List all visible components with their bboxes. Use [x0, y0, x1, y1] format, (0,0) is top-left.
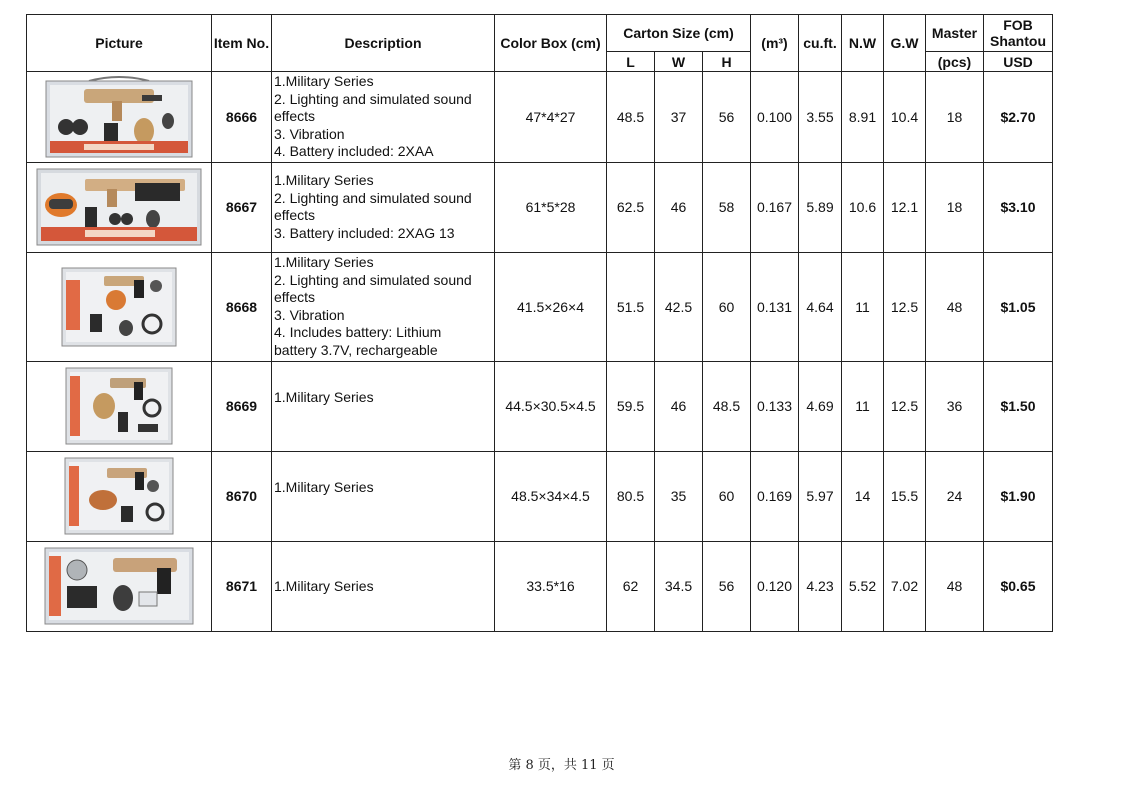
- header-master-unit: (pcs): [926, 52, 984, 72]
- toy-pistol-card-image: [60, 266, 178, 348]
- header-fob: [984, 15, 1053, 52]
- net-weight: 10.6: [842, 162, 884, 252]
- color-box-size: 41.5×26×4: [495, 252, 607, 361]
- description: [272, 451, 495, 541]
- carton-height: 56: [703, 541, 751, 631]
- header-carton-size: Carton Size (cm): [607, 15, 751, 52]
- description-line: 1.Military Series: [274, 253, 374, 270]
- carton-length: 62.5: [607, 162, 655, 252]
- color-box-size: 48.5×34×4.5: [495, 451, 607, 541]
- product-picture: [27, 451, 212, 541]
- description-line: 3. Vibration: [274, 306, 345, 323]
- fob-price: $2.70: [984, 72, 1053, 163]
- item-number: 8667: [212, 162, 272, 252]
- volume-m3: 0.133: [751, 361, 799, 451]
- fob-price: $0.65: [984, 541, 1053, 631]
- description-line: effects: [274, 289, 315, 306]
- product-picture: [27, 72, 212, 163]
- gross-weight: 7.02: [884, 541, 926, 631]
- carton-length: 62: [607, 541, 655, 631]
- header-net-weight: N.W: [842, 15, 884, 72]
- master-pcs: 48: [926, 252, 984, 361]
- toy-gun-set-box-image: [44, 75, 194, 159]
- carton-width: 42.5: [655, 252, 703, 361]
- header-fob-line1: FOB: [1003, 17, 1033, 33]
- color-box-size: 61*5*28: [495, 162, 607, 252]
- product-picture: [27, 541, 212, 631]
- item-number: 8671: [212, 541, 272, 631]
- volume-cuft: 5.97: [799, 451, 842, 541]
- master-pcs: 36: [926, 361, 984, 451]
- carton-height: 58: [703, 162, 751, 252]
- product-picture: [27, 361, 212, 451]
- volume-m3: 0.167: [751, 162, 799, 252]
- item-number: 8670: [212, 451, 272, 541]
- description-line: 2. Lighting and simulated sound: [274, 271, 472, 288]
- toy-rifle-set-box-image: [35, 167, 203, 247]
- header-width: W: [655, 52, 703, 72]
- carton-width: 35: [655, 451, 703, 541]
- header-master: Master: [926, 15, 984, 52]
- description: [272, 541, 495, 631]
- net-weight: 11: [842, 361, 884, 451]
- net-weight: 5.52: [842, 541, 884, 631]
- gross-weight: 12.1: [884, 162, 926, 252]
- table-row: [27, 451, 1053, 541]
- volume-cuft: 5.89: [799, 162, 842, 252]
- description-line: 1.Military Series: [274, 73, 374, 89]
- header-color-box: Color Box (cm): [495, 15, 607, 72]
- net-weight: 11: [842, 252, 884, 361]
- carton-width: 34.5: [655, 541, 703, 631]
- table-row: [27, 541, 1053, 631]
- gross-weight: 12.5: [884, 252, 926, 361]
- table-row: [27, 162, 1053, 252]
- fob-price: $1.05: [984, 252, 1053, 361]
- header-height: H: [703, 52, 751, 72]
- carton-width: 46: [655, 361, 703, 451]
- table-row: [27, 72, 1053, 163]
- item-number: 8668: [212, 252, 272, 361]
- volume-m3: 0.120: [751, 541, 799, 631]
- product-picture: [27, 252, 212, 361]
- toy-pistol-card-image: [64, 366, 174, 446]
- carton-height: 56: [703, 72, 751, 163]
- fob-price: $1.90: [984, 451, 1053, 541]
- description-line: battery 3.7V, rechargeable: [274, 341, 438, 358]
- description-line: 3. Vibration: [274, 125, 345, 142]
- description: [272, 252, 495, 361]
- description-line: 1.Military Series: [274, 389, 374, 406]
- description-line: 1.Military Series: [274, 172, 374, 189]
- carton-height: 48.5: [703, 361, 751, 451]
- description-line: effects: [274, 108, 315, 125]
- master-pcs: 18: [926, 162, 984, 252]
- color-box-size: 44.5×30.5×4.5: [495, 361, 607, 451]
- color-box-size: 33.5*16: [495, 541, 607, 631]
- description: [272, 72, 495, 163]
- header-cuft: cu.ft.: [799, 15, 842, 72]
- header-description: Description: [272, 15, 495, 72]
- carton-length: 51.5: [607, 252, 655, 361]
- fob-price: $1.50: [984, 361, 1053, 451]
- header-fob-unit: USD: [984, 52, 1053, 72]
- carton-width: 46: [655, 162, 703, 252]
- description-line: effects: [274, 207, 315, 224]
- header-length: L: [607, 52, 655, 72]
- header-volume-m3: (m³): [751, 15, 799, 72]
- carton-height: 60: [703, 451, 751, 541]
- gross-weight: 10.4: [884, 72, 926, 163]
- item-number: 8669: [212, 361, 272, 451]
- header-fob-line2: Shantou: [990, 33, 1046, 49]
- net-weight: 8.91: [842, 72, 884, 163]
- master-pcs: 48: [926, 541, 984, 631]
- description-line: 2. Lighting and simulated sound: [274, 90, 472, 107]
- item-number: 8666: [212, 72, 272, 163]
- volume-cuft: 4.69: [799, 361, 842, 451]
- gross-weight: 12.5: [884, 361, 926, 451]
- net-weight: 14: [842, 451, 884, 541]
- carton-length: 80.5: [607, 451, 655, 541]
- description-line: 1.Military Series: [274, 577, 374, 594]
- description-line: 1.Military Series: [274, 479, 374, 496]
- toy-pistol-card-image: [63, 456, 175, 536]
- description-line: 4. Includes battery: Lithium: [274, 324, 442, 341]
- volume-m3: 0.169: [751, 451, 799, 541]
- header-gross-weight: G.W: [884, 15, 926, 72]
- description-line: 2. Lighting and simulated sound: [274, 189, 472, 206]
- toy-pistol-set-image: [43, 546, 195, 626]
- page-footer: 第 8 页，共 11 页: [508, 758, 615, 773]
- product-table: [26, 14, 1053, 632]
- description-line: 3. Battery included: 2XAG 13: [274, 225, 455, 242]
- description: [272, 361, 495, 451]
- fob-price: $3.10: [984, 162, 1053, 252]
- volume-cuft: 3.55: [799, 72, 842, 163]
- carton-length: 59.5: [607, 361, 655, 451]
- description: [272, 162, 495, 252]
- carton-height: 60: [703, 252, 751, 361]
- carton-width: 37: [655, 72, 703, 163]
- description-line: 4. Battery included: 2XAA: [274, 143, 434, 160]
- volume-cuft: 4.64: [799, 252, 842, 361]
- table-row: [27, 252, 1053, 361]
- color-box-size: 47*4*27: [495, 72, 607, 163]
- master-pcs: 24: [926, 451, 984, 541]
- volume-cuft: 4.23: [799, 541, 842, 631]
- volume-m3: 0.100: [751, 72, 799, 163]
- product-picture: [27, 162, 212, 252]
- gross-weight: 15.5: [884, 451, 926, 541]
- carton-length: 48.5: [607, 72, 655, 163]
- header-item-no: Item No.: [212, 15, 272, 72]
- master-pcs: 18: [926, 72, 984, 163]
- table-row: [27, 361, 1053, 451]
- volume-m3: 0.131: [751, 252, 799, 361]
- header-picture: Picture: [27, 15, 212, 72]
